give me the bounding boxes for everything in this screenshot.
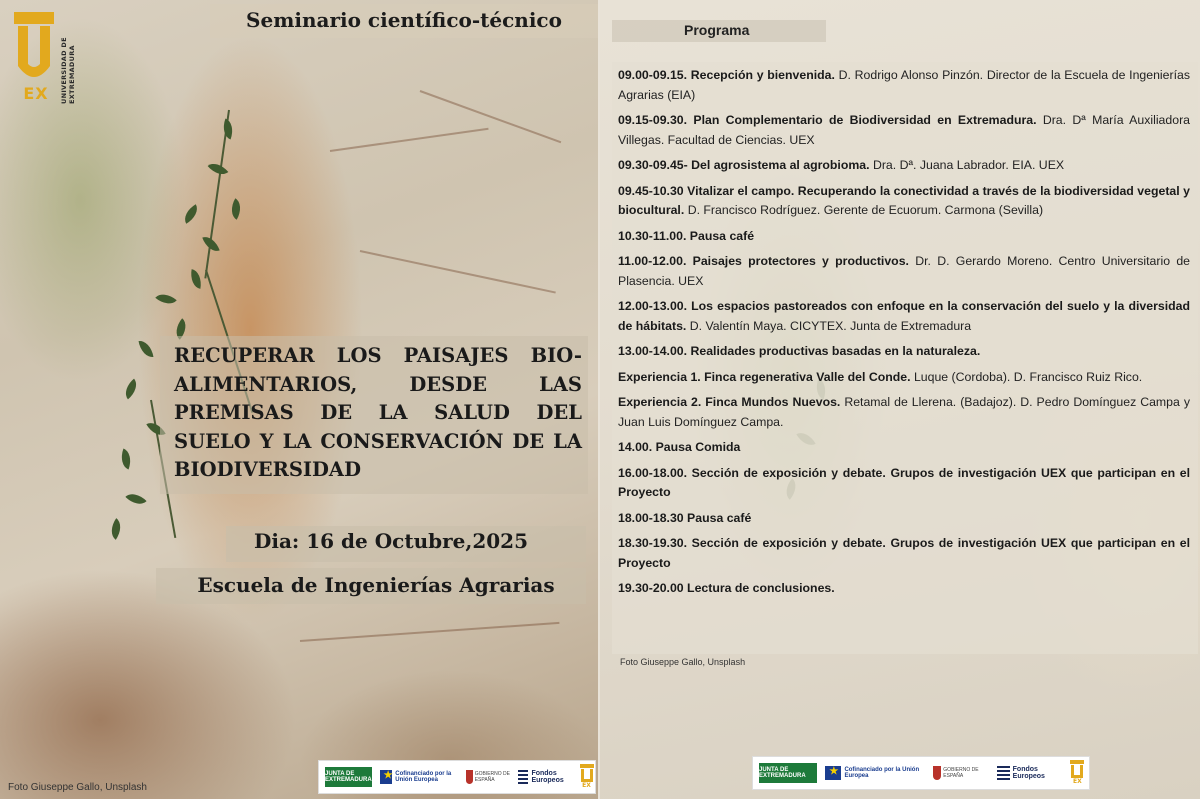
cover-page	[0, 0, 598, 799]
uex-logo-cap	[14, 12, 54, 24]
gobierno-logo: GOBIERNO DE ESPAÑA	[466, 770, 510, 784]
program-entry: 09.15-09.30. Plan Complementario de Biodiversidad en Extremadura. Dra. Dª María Auxiliadora Villegas. Facultad de Ciencias. UEX	[618, 113, 1190, 147]
uex-logo	[6, 6, 82, 106]
program-entry: Experiencia 1. Finca regenerativa Valle del Conde. Luque (Cordoba). D. Francisco Ruiz Rico.	[618, 369, 1143, 384]
program-entry: 10.30-11.00. Pausa café	[618, 228, 755, 243]
program-entry: 18.00-18.30 Pausa café	[618, 510, 752, 525]
eu-logo: ★ Cofinanciado por la Unión Europea	[825, 766, 925, 780]
program-entry: 14.00. Pausa Comida	[618, 440, 741, 454]
sponsor-logos-right	[752, 756, 1090, 790]
fondos-logo: Fondos Europeos	[997, 766, 1061, 780]
fondos-logo: Fondos Europeos	[518, 770, 569, 784]
fondos-icon	[997, 766, 1010, 780]
fondos-icon	[518, 770, 528, 784]
uex-logo-u-icon	[14, 26, 54, 82]
uex-logo-text: UNIVERSIDAD DE EXTREMADURA	[60, 37, 76, 104]
sponsor-logos-left	[318, 760, 596, 794]
uex-logo-mark: EX	[23, 84, 49, 103]
main-title: RECUPERAR LOS PAISAJES BIO-ALIMENTARIOS, DESDE LAS PREMISAS DE LA SALUD DEL SUELO Y LA CONSERVACIÓN DE LA BIODIVERSIDAD	[174, 344, 582, 481]
program-entry: 16.00-18.00. Sección de exposición y debate. Grupos de investigación UEX que participan en el Proyecto	[618, 465, 1190, 499]
program-title: Programa	[684, 22, 750, 38]
uex-small-logo: EX	[578, 764, 590, 790]
wall-crack	[300, 622, 560, 642]
junta-logo: JUNTA DE EXTREMADURA	[325, 767, 372, 787]
program-entry: 13.00-14.00. Realidades productivas basadas en la naturaleza.	[618, 344, 981, 358]
photo-credit: Foto Giuseppe Gallo, Unsplash	[620, 657, 746, 667]
program-entry: 09.45-10.30 Vitalizar el campo. Recuperando la conectividad a través de la biodiversidad vegetal y biocultural. D. Francisco Rodríguez. Gerente de Ecuorum. Carmona (Sevilla)	[618, 183, 1190, 217]
program-entry: 19.30-20.00 Lectura de conclusiones.	[618, 581, 835, 595]
program-entry: 11.00-12.00. Paisajes protectores y productivos. Dr. D. Gerardo Moreno. Centro Universitario de Plasencia. UEX	[618, 254, 1190, 288]
uex-small-logo: EX	[1068, 760, 1083, 786]
eu-logo: ★ Cofinanciado por la Unión Europea	[380, 770, 459, 784]
eu-flag-icon	[380, 770, 393, 784]
junta-logo: JUNTA DE EXTREMADURA	[759, 763, 817, 783]
program-entry: Experiencia 2. Finca Mundos Nuevos. Retamal de Llerena. (Badajoz). D. Pedro Domínguez Campa y Juan Luis Domínguez Campa.	[618, 395, 1190, 429]
program-entry: 18.30-19.30. Sección de exposición y debate. Grupos de investigación UEX que participan en el Proyecto	[618, 536, 1190, 570]
event-date: Dia: 16 de Octubre,2025	[254, 529, 528, 553]
wall-crack	[360, 250, 556, 294]
program-entry: 09.00-09.15. Recepción y bienvenida. D. Rodrigo Alonso Pinzón. Director de la Escuela de Ingenierías Agrarias (EIA)	[618, 68, 1190, 102]
program-page	[600, 0, 1200, 799]
gobierno-logo: GOBIERNO DE ESPAÑA	[933, 766, 989, 780]
wall-crack	[330, 128, 489, 152]
event-venue: Escuela de Ingenierías Agrarias	[197, 573, 555, 597]
photo-credit: Foto Giuseppe Gallo, Unsplash	[8, 782, 147, 793]
program-entry: 09.30-09.45- Del agrosistema al agrobioma. Dra. Dª. Juana Labrador. EIA. UEX	[618, 158, 1065, 172]
program-list	[618, 66, 1190, 605]
program-entry: 12.00-13.00. Los espacios pastoreados con enfoque en la conservación del suelo y la diversidad de hábitats. D. Valentín Maya. CICYTEX. Junta de Extremadura	[618, 299, 1190, 333]
seminar-title: Seminario científico-técnico	[246, 8, 562, 32]
shield-icon	[933, 766, 941, 780]
shield-icon	[466, 770, 472, 784]
eu-flag-icon	[825, 766, 841, 780]
